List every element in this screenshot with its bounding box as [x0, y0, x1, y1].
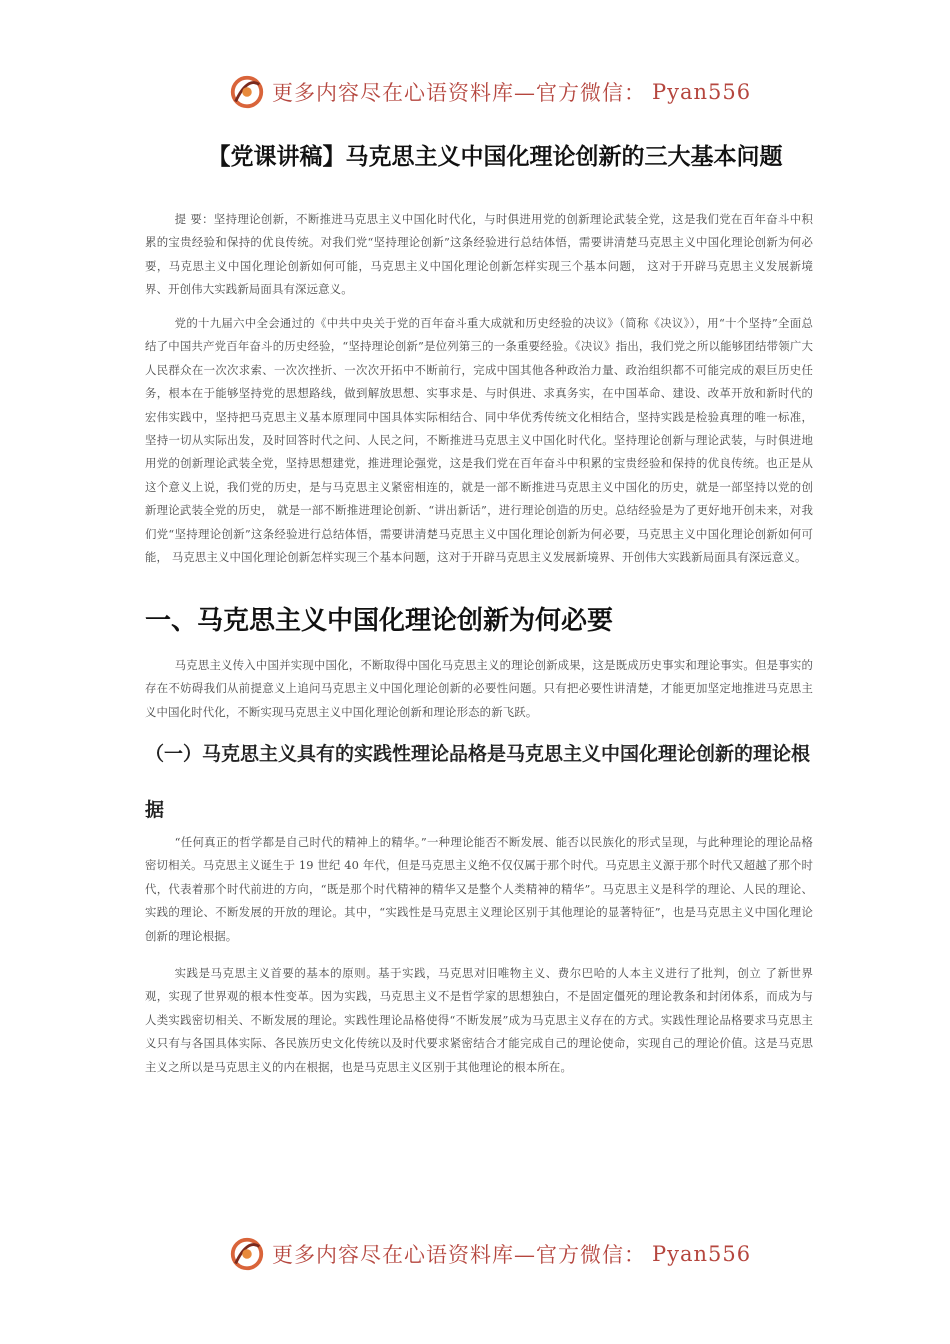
section-1: [145, 604, 813, 638]
intro-block: [145, 312, 813, 569]
section-1-intro-block: [145, 654, 813, 724]
paragraph-b: 实践是马克思主义首要的基本的原则。基于实践，马克思对旧唯物主义、费尔巴哈的人本主义进行了批判，创立 了新世界观，实现了世界观的根本性变革。因为实践，马克思主义不是哲学家的思想独白，不是固定僵死的理论教条和封闭体系，而成为与人类实践密切相关、不断发展的理论。实践性理论品格使得“不断发展”成为马克思主义存在的方式。实践性理论品格要求马克思主义只有与各国具体实际、各民族历史文化传统以及时代要求紧密结合才能完成自己的理论使命，实现自己的理论价值。这是马克思主义之所以是马克思主义的内在根据，也是马克思主义区别于其他理论的根本所在。: [145, 966, 813, 1074]
paragraph-a: “任何真正的哲学都是自己时代的精神上的精华。”一种理论能否不断发展、能否以民族化的形式呈现，与此种理论的理论品格密切相关。马克思主义诞生于 19 世纪 40 年代，但是马克思主义绝不仅仅属于那个时代。马克思主义源于那个时代又超越了那个时代，代表着那个时代前进的方向，“既是那个时代精神的精华又是整个人类精神的精华”。马克思主义是科学的理论、人民的理论、实践的理论、不断发展的开放的理论。其中，“实践性是马克思主义理论区别于其他理论的显著特征”，也是马克思主义中国化理论创新的理论根据。: [145, 835, 813, 943]
orange-swirl-logo-icon: [228, 73, 266, 111]
intro-paragraph: 党的十九届六中全会通过的《中共中央关于党的百年奋斗重大成就和历史经验的决议》（简称《决议》），用“十个坚持”全面总结了中国共产党百年奋斗的历史经验，“坚持理论创新”是位列第三的一条重要经验。《决议》指出，我们党之所以能够团结带领广大人民群众在一次次求索、一次次挫折、一次次开拓中不断前行，完成中国其他各种政治力量、政治组织都不可能完成的艰巨历史任务，根本在于能够坚持党的思想路线，做到解放思想、实事求是、与时俱进、求真务实，在中国革命、建设、改革开放和新时代的宏伟实践中，坚持把马克思主义基本原理同中国具体实际相结合、同中华优秀传统文化相结合，坚持实践是检验真理的唯一标准，坚持一切从实际出发，及时回答时代之问、人民之问，不断推进马克思主义中国化时代化。坚持理论创新与理论武装，与时俱进地用党的创新理论武装全党，坚持思想建党，推进理论强党，这是我们党在百年奋斗中积累的宝贵经验和保持的优良传统。也正是从这个意义上说，我们党的历史，是与马克思主义紧密相连的，就是一部不断推进马克思主义中国化的历史，就是一部坚持以党的创新理论武装全党的历史， 就是一部不断推进理论创新、“讲出新话”，进行理论创造的历史。总结经验是为了更好地开创未来，对我们党“坚持理论创新”这条经验进行总结体悟，需要讲清楚马克思主义中国化理论创新为何必要，马克思主义中国化理论创新如何可能， 马克思主义中国化理论创新怎样实现三个基本问题，这对于开辟马克思主义发展新境界、开创伟大实践新局面具有深远意义。: [145, 316, 813, 565]
subsection-1: [145, 726, 813, 838]
banner-wechat-id: Pyan556: [652, 80, 752, 104]
subsection-1-title: （一）马克思主义具有的实践性理论品格是马克思主义中国化理论创新的理论根据: [145, 743, 811, 821]
footer-banner: [228, 1234, 752, 1274]
banner-text: 更多内容尽在心语资料库—官方微信：: [272, 81, 646, 105]
orange-swirl-logo-icon: [228, 1235, 266, 1273]
section-1-intro-paragraph: 马克思主义传入中国并实现中国化，不断取得中国化马克思主义的理论创新成果，这是既成历史事实和理论事实。但是事实的存在不妨碍我们从前提意义上追问马克思主义中国化理论创新的必要性问题。只有把必要性讲清楚，才能更加坚定地推进马克思主义中国化时代化，不断实现马克思主义中国化理论创新和理论形态的新飞跃。: [145, 658, 813, 719]
document-title: 【党课讲稿】马克思主义中国化理论创新的三大基本问题: [207, 144, 783, 170]
banner-text: 更多内容尽在心语资料库—官方微信：: [272, 1243, 646, 1267]
header-banner: [228, 72, 752, 112]
paragraph-b-block: [145, 962, 813, 1079]
abstract-block: [145, 208, 813, 302]
paragraph-a-block: [145, 831, 813, 948]
section-1-title: 一、马克思主义中国化理论创新为何必要: [145, 606, 614, 636]
abstract-paragraph: 提 要：坚持理论创新，不断推进马克思主义中国化时代化，与时俱进用党的创新理论武装全党，这是我们党在百年奋斗中积累的宝贵经验和保持的优良传统。对我们党“坚持理论创新”这条经验进行总结体悟，需要讲清楚马克思主义中国化理论创新为何必要，马克思主义中国化理论创新如何可能，马克思主义中国化理论创新怎样实现三个基本问题， 这对于开辟马克思主义发展新境界、开创伟大实践新局面具有深远意义。: [145, 212, 813, 297]
banner-wechat-id: Pyan556: [652, 1242, 752, 1266]
